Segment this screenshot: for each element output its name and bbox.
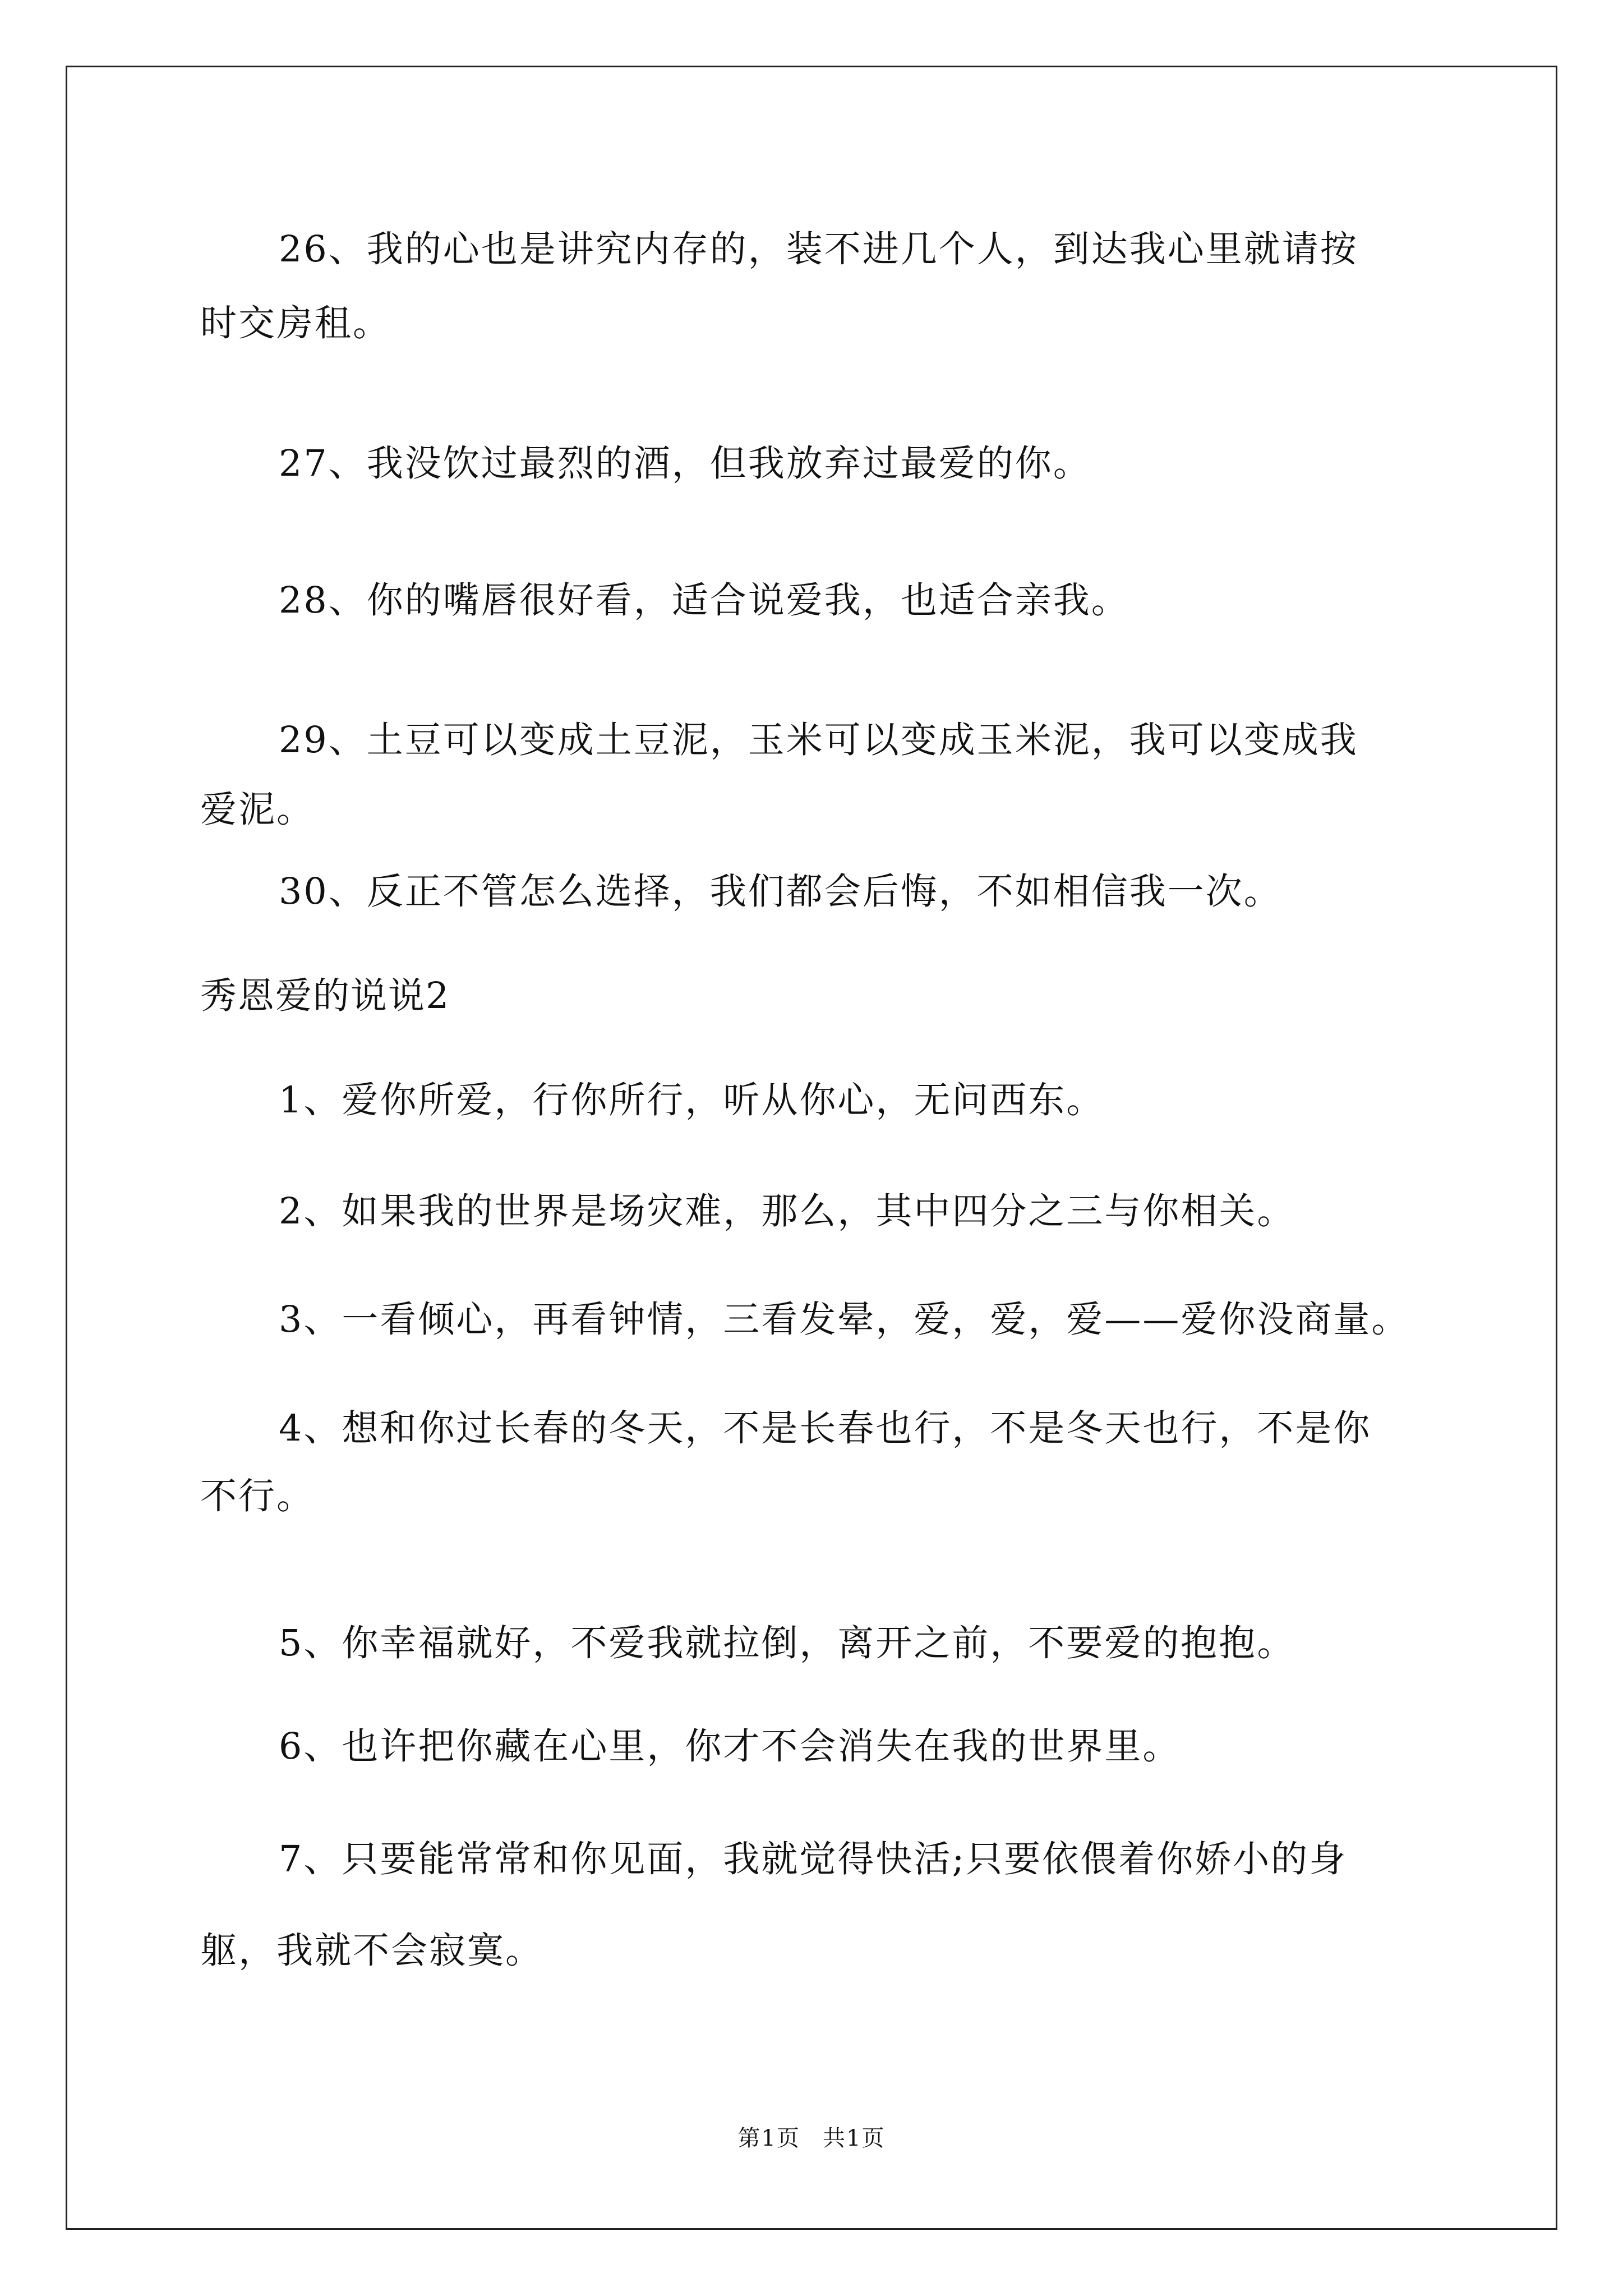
section-heading: 秀恩爱的说说2	[200, 975, 450, 1017]
list-item-3: 3、一看倾心，再看钟情，三看发晕，爱，爱，爱——爱你没商量。	[279, 1299, 1410, 1341]
page-number: 第1页	[737, 2125, 800, 2151]
page-total: 共1页	[823, 2125, 886, 2151]
paragraph-26-continued: 时交房租。	[200, 302, 391, 344]
paragraph-29: 29、土豆可以变成土豆泥，玉米可以变成玉米泥，我可以变成我	[279, 719, 1358, 761]
list-item-6: 6、也许把你藏在心里，你才不会消失在我的世界里。	[279, 1726, 1181, 1768]
list-item-1: 1、爱你所爱，行你所行，听从你心，无问西东。	[279, 1079, 1105, 1121]
list-item-5: 5、你幸福就好，不爱我就拉倒，离开之前，不要爱的抱抱。	[279, 1622, 1295, 1664]
list-item-2: 2、如果我的世界是场灾难，那么，其中四分之三与你相关。	[279, 1190, 1295, 1232]
page-footer	[0, 2124, 1623, 2152]
list-item-4-continued: 不行。	[200, 1475, 315, 1517]
list-item-7: 7、只要能常常和你见面，我就觉得快活;只要依偎着你娇小的身	[279, 1838, 1348, 1880]
list-item-4: 4、想和你过长春的冬天，不是长春也行，不是冬天也行，不是你	[279, 1407, 1372, 1450]
paragraph-28: 28、你的嘴唇很好看，适合说爱我，也适合亲我。	[279, 579, 1129, 622]
list-item-7-continued: 躯，我就不会寂寞。	[200, 1930, 544, 1972]
page-frame	[66, 66, 1557, 2230]
paragraph-27: 27、我没饮过最烈的酒，但我放弃过最爱的你。	[279, 443, 1091, 485]
paragraph-29-continued: 爱泥。	[200, 789, 315, 831]
paragraph-30: 30、反正不管怎么选择，我们都会后悔，不如相信我一次。	[279, 871, 1282, 913]
paragraph-26: 26、我的心也是讲究内存的，装不进几个人，到达我心里就请按	[279, 228, 1358, 270]
